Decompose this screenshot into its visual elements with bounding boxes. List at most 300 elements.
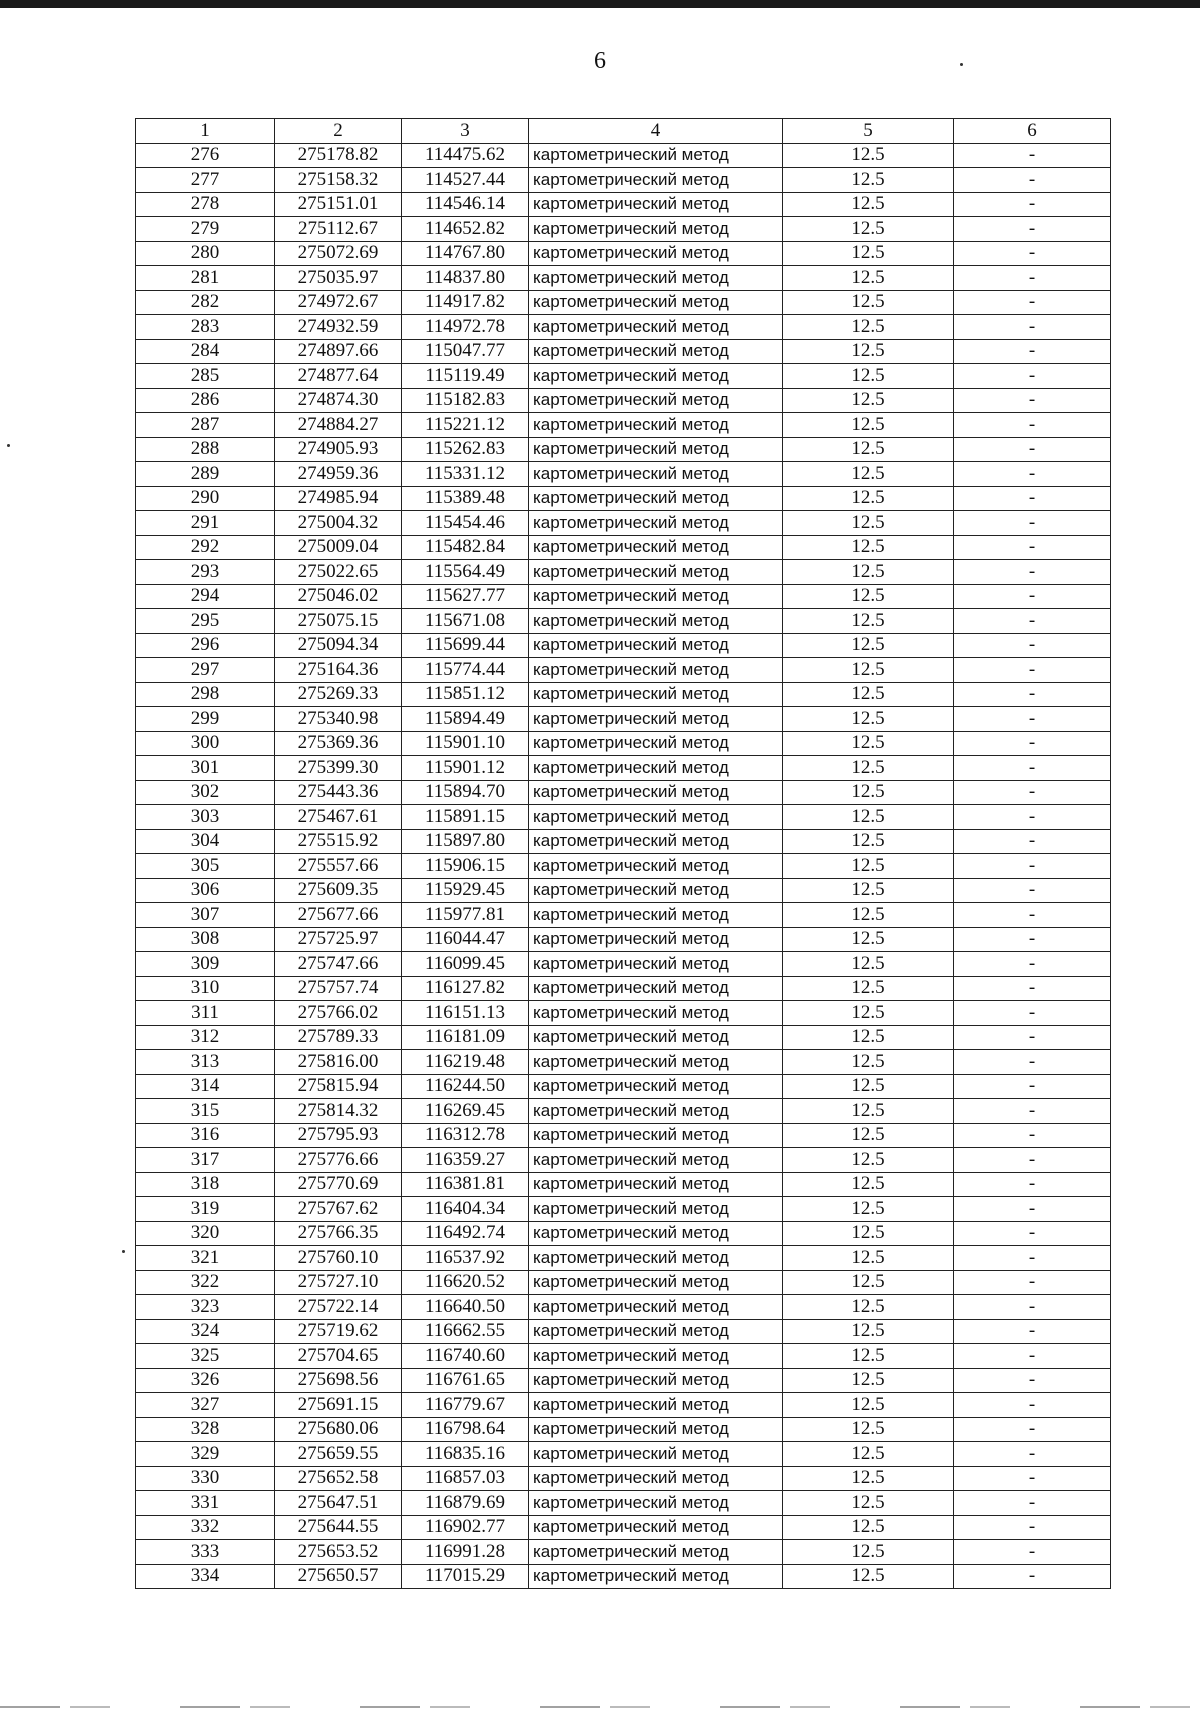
accuracy-cell: 12.5 xyxy=(783,903,954,928)
point-number-cell: 302 xyxy=(136,780,275,805)
point-number-cell: 284 xyxy=(136,339,275,364)
table-row xyxy=(136,1099,1111,1124)
method-cell: картометрический метод xyxy=(529,1246,783,1271)
table-row xyxy=(136,1564,1111,1589)
x-coordinate-cell: 275004.32 xyxy=(275,511,402,536)
accuracy-cell: 12.5 xyxy=(783,609,954,634)
x-coordinate-cell: 274959.36 xyxy=(275,462,402,487)
table-row xyxy=(136,1368,1111,1393)
note-cell: - xyxy=(954,364,1111,389)
x-coordinate-cell: 275075.15 xyxy=(275,609,402,634)
column-header: 1 xyxy=(136,119,275,144)
x-coordinate-cell: 275698.56 xyxy=(275,1368,402,1393)
method-cell: картометрический метод xyxy=(529,584,783,609)
accuracy-cell: 12.5 xyxy=(783,1001,954,1026)
point-number-cell: 328 xyxy=(136,1417,275,1442)
x-coordinate-cell: 275022.65 xyxy=(275,560,402,585)
y-coordinate-cell: 117015.29 xyxy=(402,1564,529,1589)
table-row xyxy=(136,1197,1111,1222)
table-row xyxy=(136,805,1111,830)
x-coordinate-cell: 275789.33 xyxy=(275,1025,402,1050)
note-cell: - xyxy=(954,952,1111,977)
method-cell: картометрический метод xyxy=(529,829,783,854)
table-row xyxy=(136,143,1111,168)
method-cell: картометрический метод xyxy=(529,1295,783,1320)
note-cell: - xyxy=(954,1442,1111,1467)
note-cell: - xyxy=(954,413,1111,438)
y-coordinate-cell: 115901.12 xyxy=(402,756,529,781)
note-cell: - xyxy=(954,241,1111,266)
method-cell: картометрический метод xyxy=(529,1417,783,1442)
point-number-cell: 298 xyxy=(136,682,275,707)
y-coordinate-cell: 115564.49 xyxy=(402,560,529,585)
point-number-cell: 301 xyxy=(136,756,275,781)
table-row xyxy=(136,560,1111,585)
note-cell: - xyxy=(954,658,1111,683)
x-coordinate-cell: 275046.02 xyxy=(275,584,402,609)
note-cell: - xyxy=(954,1540,1111,1565)
table-row xyxy=(136,633,1111,658)
x-coordinate-cell: 275770.69 xyxy=(275,1172,402,1197)
table-row xyxy=(136,1270,1111,1295)
y-coordinate-cell: 115482.84 xyxy=(402,535,529,560)
x-coordinate-cell: 275767.62 xyxy=(275,1197,402,1222)
method-cell: картометрический метод xyxy=(529,339,783,364)
x-coordinate-cell: 275557.66 xyxy=(275,854,402,879)
accuracy-cell: 12.5 xyxy=(783,1172,954,1197)
point-number-cell: 292 xyxy=(136,535,275,560)
method-cell: картометрический метод xyxy=(529,535,783,560)
y-coordinate-cell: 116359.27 xyxy=(402,1148,529,1173)
accuracy-cell: 12.5 xyxy=(783,976,954,1001)
note-cell: - xyxy=(954,854,1111,879)
y-coordinate-cell: 115897.80 xyxy=(402,829,529,854)
table-row xyxy=(136,1221,1111,1246)
note-cell: - xyxy=(954,1001,1111,1026)
y-coordinate-cell: 116537.92 xyxy=(402,1246,529,1271)
x-coordinate-cell: 275151.01 xyxy=(275,192,402,217)
method-cell: картометрический метод xyxy=(529,388,783,413)
y-coordinate-cell: 115906.15 xyxy=(402,854,529,879)
point-number-cell: 331 xyxy=(136,1491,275,1516)
table-row xyxy=(136,1442,1111,1467)
accuracy-cell: 12.5 xyxy=(783,339,954,364)
table-row xyxy=(136,192,1111,217)
x-coordinate-cell: 275340.98 xyxy=(275,707,402,732)
accuracy-cell: 12.5 xyxy=(783,1564,954,1589)
y-coordinate-cell: 114652.82 xyxy=(402,217,529,242)
accuracy-cell: 12.5 xyxy=(783,829,954,854)
table-row xyxy=(136,1148,1111,1173)
x-coordinate-cell: 274985.94 xyxy=(275,486,402,511)
method-cell: картометрический метод xyxy=(529,976,783,1001)
note-cell: - xyxy=(954,1099,1111,1124)
point-number-cell: 290 xyxy=(136,486,275,511)
method-cell: картометрический метод xyxy=(529,511,783,536)
x-coordinate-cell: 275652.58 xyxy=(275,1466,402,1491)
table-row xyxy=(136,903,1111,928)
method-cell: картометрический метод xyxy=(529,290,783,315)
x-coordinate-cell: 275815.94 xyxy=(275,1074,402,1099)
point-number-cell: 323 xyxy=(136,1295,275,1320)
table-row xyxy=(136,1515,1111,1540)
x-coordinate-cell: 275647.51 xyxy=(275,1491,402,1516)
method-cell: картометрический метод xyxy=(529,364,783,389)
table-row xyxy=(136,1393,1111,1418)
x-coordinate-cell: 275650.57 xyxy=(275,1564,402,1589)
x-coordinate-cell: 275112.67 xyxy=(275,217,402,242)
accuracy-cell: 12.5 xyxy=(783,1123,954,1148)
method-cell: картометрический метод xyxy=(529,1270,783,1295)
x-coordinate-cell: 275704.65 xyxy=(275,1344,402,1369)
note-cell: - xyxy=(954,1466,1111,1491)
table-row xyxy=(136,829,1111,854)
method-cell: картометрический метод xyxy=(529,1050,783,1075)
table-row xyxy=(136,511,1111,536)
y-coordinate-cell: 116219.48 xyxy=(402,1050,529,1075)
y-coordinate-cell: 116835.16 xyxy=(402,1442,529,1467)
method-cell: картометрический метод xyxy=(529,168,783,193)
note-cell: - xyxy=(954,388,1111,413)
table-row xyxy=(136,609,1111,634)
scan-speck xyxy=(122,1250,125,1253)
method-cell: картометрический метод xyxy=(529,952,783,977)
point-number-cell: 322 xyxy=(136,1270,275,1295)
method-cell: картометрический метод xyxy=(529,1172,783,1197)
note-cell: - xyxy=(954,1050,1111,1075)
point-number-cell: 316 xyxy=(136,1123,275,1148)
point-number-cell: 295 xyxy=(136,609,275,634)
point-number-cell: 312 xyxy=(136,1025,275,1050)
accuracy-cell: 12.5 xyxy=(783,1295,954,1320)
x-coordinate-cell: 275515.92 xyxy=(275,829,402,854)
y-coordinate-cell: 114917.82 xyxy=(402,290,529,315)
x-coordinate-cell: 275727.10 xyxy=(275,1270,402,1295)
note-cell: - xyxy=(954,315,1111,340)
y-coordinate-cell: 115119.49 xyxy=(402,364,529,389)
table-row xyxy=(136,1123,1111,1148)
method-cell: картометрический метод xyxy=(529,266,783,291)
table-row xyxy=(136,290,1111,315)
method-cell: картометрический метод xyxy=(529,143,783,168)
accuracy-cell: 12.5 xyxy=(783,413,954,438)
x-coordinate-cell: 275795.93 xyxy=(275,1123,402,1148)
method-cell: картометрический метод xyxy=(529,1564,783,1589)
note-cell: - xyxy=(954,486,1111,511)
method-cell: картометрический метод xyxy=(529,560,783,585)
point-number-cell: 293 xyxy=(136,560,275,585)
accuracy-cell: 12.5 xyxy=(783,658,954,683)
y-coordinate-cell: 116492.74 xyxy=(402,1221,529,1246)
y-coordinate-cell: 116662.55 xyxy=(402,1319,529,1344)
y-coordinate-cell: 115894.49 xyxy=(402,707,529,732)
method-cell: картометрический метод xyxy=(529,462,783,487)
y-coordinate-cell: 116181.09 xyxy=(402,1025,529,1050)
y-coordinate-cell: 114546.14 xyxy=(402,192,529,217)
table-row xyxy=(136,413,1111,438)
y-coordinate-cell: 115671.08 xyxy=(402,609,529,634)
note-cell: - xyxy=(954,1172,1111,1197)
note-cell: - xyxy=(954,1221,1111,1246)
column-header: 6 xyxy=(954,119,1111,144)
method-cell: картометрический метод xyxy=(529,437,783,462)
method-cell: картометрический метод xyxy=(529,780,783,805)
x-coordinate-cell: 275816.00 xyxy=(275,1050,402,1075)
y-coordinate-cell: 115774.44 xyxy=(402,658,529,683)
method-cell: картометрический метод xyxy=(529,1074,783,1099)
accuracy-cell: 12.5 xyxy=(783,1344,954,1369)
x-coordinate-cell: 274877.64 xyxy=(275,364,402,389)
point-number-cell: 304 xyxy=(136,829,275,854)
note-cell: - xyxy=(954,976,1111,1001)
accuracy-cell: 12.5 xyxy=(783,1393,954,1418)
table-row xyxy=(136,1417,1111,1442)
note-cell: - xyxy=(954,1393,1111,1418)
x-coordinate-cell: 275269.33 xyxy=(275,682,402,707)
point-number-cell: 300 xyxy=(136,731,275,756)
x-coordinate-cell: 274897.66 xyxy=(275,339,402,364)
note-cell: - xyxy=(954,731,1111,756)
table-row xyxy=(136,486,1111,511)
note-cell: - xyxy=(954,1344,1111,1369)
point-number-cell: 289 xyxy=(136,462,275,487)
point-number-cell: 287 xyxy=(136,413,275,438)
note-cell: - xyxy=(954,511,1111,536)
y-coordinate-cell: 115699.44 xyxy=(402,633,529,658)
column-header: 4 xyxy=(529,119,783,144)
accuracy-cell: 12.5 xyxy=(783,1270,954,1295)
note-cell: - xyxy=(954,437,1111,462)
x-coordinate-cell: 274905.93 xyxy=(275,437,402,462)
method-cell: картометрический метод xyxy=(529,217,783,242)
accuracy-cell: 12.5 xyxy=(783,364,954,389)
x-coordinate-cell: 275760.10 xyxy=(275,1246,402,1271)
point-number-cell: 318 xyxy=(136,1172,275,1197)
accuracy-cell: 12.5 xyxy=(783,1099,954,1124)
accuracy-cell: 12.5 xyxy=(783,168,954,193)
y-coordinate-cell: 115977.81 xyxy=(402,903,529,928)
x-coordinate-cell: 275609.35 xyxy=(275,878,402,903)
x-coordinate-cell: 274884.27 xyxy=(275,413,402,438)
method-cell: картометрический метод xyxy=(529,878,783,903)
page-number: 6 xyxy=(594,48,606,74)
note-cell: - xyxy=(954,143,1111,168)
x-coordinate-cell: 275691.15 xyxy=(275,1393,402,1418)
note-cell: - xyxy=(954,1295,1111,1320)
accuracy-cell: 12.5 xyxy=(783,1442,954,1467)
note-cell: - xyxy=(954,878,1111,903)
method-cell: картометрический метод xyxy=(529,241,783,266)
table-row xyxy=(136,1246,1111,1271)
point-number-cell: 307 xyxy=(136,903,275,928)
accuracy-cell: 12.5 xyxy=(783,952,954,977)
point-number-cell: 299 xyxy=(136,707,275,732)
table-header-row xyxy=(136,119,1111,144)
note-cell: - xyxy=(954,339,1111,364)
point-number-cell: 305 xyxy=(136,854,275,879)
method-cell: картометрический метод xyxy=(529,1197,783,1222)
point-number-cell: 319 xyxy=(136,1197,275,1222)
x-coordinate-cell: 275766.35 xyxy=(275,1221,402,1246)
accuracy-cell: 12.5 xyxy=(783,682,954,707)
accuracy-cell: 12.5 xyxy=(783,1025,954,1050)
note-cell: - xyxy=(954,1025,1111,1050)
table-row xyxy=(136,1466,1111,1491)
column-header: 3 xyxy=(402,119,529,144)
note-cell: - xyxy=(954,1148,1111,1173)
table-row xyxy=(136,462,1111,487)
point-number-cell: 280 xyxy=(136,241,275,266)
method-cell: картометрический метод xyxy=(529,1148,783,1173)
point-number-cell: 317 xyxy=(136,1148,275,1173)
note-cell: - xyxy=(954,927,1111,952)
x-coordinate-cell: 275369.36 xyxy=(275,731,402,756)
point-number-cell: 333 xyxy=(136,1540,275,1565)
note-cell: - xyxy=(954,633,1111,658)
x-coordinate-cell: 275164.36 xyxy=(275,658,402,683)
method-cell: картометрический метод xyxy=(529,927,783,952)
y-coordinate-cell: 116798.64 xyxy=(402,1417,529,1442)
method-cell: картометрический метод xyxy=(529,633,783,658)
x-coordinate-cell: 275725.97 xyxy=(275,927,402,952)
x-coordinate-cell: 274972.67 xyxy=(275,290,402,315)
note-cell: - xyxy=(954,1491,1111,1516)
accuracy-cell: 12.5 xyxy=(783,1417,954,1442)
accuracy-cell: 12.5 xyxy=(783,780,954,805)
y-coordinate-cell: 115851.12 xyxy=(402,682,529,707)
point-number-cell: 315 xyxy=(136,1099,275,1124)
x-coordinate-cell: 275094.34 xyxy=(275,633,402,658)
x-coordinate-cell: 274874.30 xyxy=(275,388,402,413)
table-row xyxy=(136,1540,1111,1565)
accuracy-cell: 12.5 xyxy=(783,560,954,585)
note-cell: - xyxy=(954,168,1111,193)
note-cell: - xyxy=(954,1368,1111,1393)
y-coordinate-cell: 116244.50 xyxy=(402,1074,529,1099)
table-row xyxy=(136,927,1111,952)
note-cell: - xyxy=(954,560,1111,585)
accuracy-cell: 12.5 xyxy=(783,1148,954,1173)
y-coordinate-cell: 115454.46 xyxy=(402,511,529,536)
accuracy-cell: 12.5 xyxy=(783,511,954,536)
note-cell: - xyxy=(954,1417,1111,1442)
table-row xyxy=(136,315,1111,340)
accuracy-cell: 12.5 xyxy=(783,1050,954,1075)
accuracy-cell: 12.5 xyxy=(783,878,954,903)
accuracy-cell: 12.5 xyxy=(783,805,954,830)
table-row xyxy=(136,266,1111,291)
note-cell: - xyxy=(954,1123,1111,1148)
y-coordinate-cell: 115182.83 xyxy=(402,388,529,413)
table-body xyxy=(136,143,1111,1589)
y-coordinate-cell: 115929.45 xyxy=(402,878,529,903)
accuracy-cell: 12.5 xyxy=(783,535,954,560)
accuracy-cell: 12.5 xyxy=(783,927,954,952)
x-coordinate-cell: 275035.97 xyxy=(275,266,402,291)
note-cell: - xyxy=(954,1074,1111,1099)
method-cell: картометрический метод xyxy=(529,1491,783,1516)
point-number-cell: 330 xyxy=(136,1466,275,1491)
point-number-cell: 329 xyxy=(136,1442,275,1467)
point-number-cell: 306 xyxy=(136,878,275,903)
x-coordinate-cell: 275719.62 xyxy=(275,1319,402,1344)
note-cell: - xyxy=(954,829,1111,854)
method-cell: картометрический метод xyxy=(529,1368,783,1393)
point-number-cell: 286 xyxy=(136,388,275,413)
point-number-cell: 288 xyxy=(136,437,275,462)
method-cell: картометрический метод xyxy=(529,1344,783,1369)
note-cell: - xyxy=(954,1515,1111,1540)
note-cell: - xyxy=(954,1246,1111,1271)
table-row xyxy=(136,878,1111,903)
y-coordinate-cell: 116099.45 xyxy=(402,952,529,977)
table-row xyxy=(136,437,1111,462)
scan-bottom-edge xyxy=(0,1706,1200,1708)
x-coordinate-cell: 275776.66 xyxy=(275,1148,402,1173)
note-cell: - xyxy=(954,609,1111,634)
accuracy-cell: 12.5 xyxy=(783,731,954,756)
x-coordinate-cell: 274932.59 xyxy=(275,315,402,340)
method-cell: картометрический метод xyxy=(529,1025,783,1050)
x-coordinate-cell: 275009.04 xyxy=(275,535,402,560)
method-cell: картометрический метод xyxy=(529,756,783,781)
method-cell: картометрический метод xyxy=(529,1123,783,1148)
y-coordinate-cell: 116381.81 xyxy=(402,1172,529,1197)
accuracy-cell: 12.5 xyxy=(783,437,954,462)
point-number-cell: 283 xyxy=(136,315,275,340)
accuracy-cell: 12.5 xyxy=(783,1319,954,1344)
method-cell: картометрический метод xyxy=(529,682,783,707)
point-number-cell: 314 xyxy=(136,1074,275,1099)
point-number-cell: 324 xyxy=(136,1319,275,1344)
table-row xyxy=(136,584,1111,609)
accuracy-cell: 12.5 xyxy=(783,192,954,217)
point-number-cell: 276 xyxy=(136,143,275,168)
note-cell: - xyxy=(954,682,1111,707)
y-coordinate-cell: 115894.70 xyxy=(402,780,529,805)
table-row xyxy=(136,1050,1111,1075)
x-coordinate-cell: 275680.06 xyxy=(275,1417,402,1442)
method-cell: картометрический метод xyxy=(529,609,783,634)
coordinates-table xyxy=(135,118,1111,1589)
scan-top-border xyxy=(0,0,1200,8)
note-cell: - xyxy=(954,290,1111,315)
y-coordinate-cell: 116857.03 xyxy=(402,1466,529,1491)
point-number-cell: 326 xyxy=(136,1368,275,1393)
point-number-cell: 279 xyxy=(136,217,275,242)
note-cell: - xyxy=(954,780,1111,805)
x-coordinate-cell: 275766.02 xyxy=(275,1001,402,1026)
table-row xyxy=(136,1295,1111,1320)
method-cell: картометрический метод xyxy=(529,486,783,511)
x-coordinate-cell: 275072.69 xyxy=(275,241,402,266)
scan-speck xyxy=(960,63,963,66)
table-row xyxy=(136,976,1111,1001)
accuracy-cell: 12.5 xyxy=(783,266,954,291)
x-coordinate-cell: 275757.74 xyxy=(275,976,402,1001)
note-cell: - xyxy=(954,192,1111,217)
x-coordinate-cell: 275158.32 xyxy=(275,168,402,193)
accuracy-cell: 12.5 xyxy=(783,1221,954,1246)
method-cell: картометрический метод xyxy=(529,413,783,438)
method-cell: картометрический метод xyxy=(529,1393,783,1418)
method-cell: картометрический метод xyxy=(529,1319,783,1344)
accuracy-cell: 12.5 xyxy=(783,1540,954,1565)
table-row xyxy=(136,388,1111,413)
y-coordinate-cell: 116312.78 xyxy=(402,1123,529,1148)
method-cell: картометрический метод xyxy=(529,731,783,756)
point-number-cell: 332 xyxy=(136,1515,275,1540)
